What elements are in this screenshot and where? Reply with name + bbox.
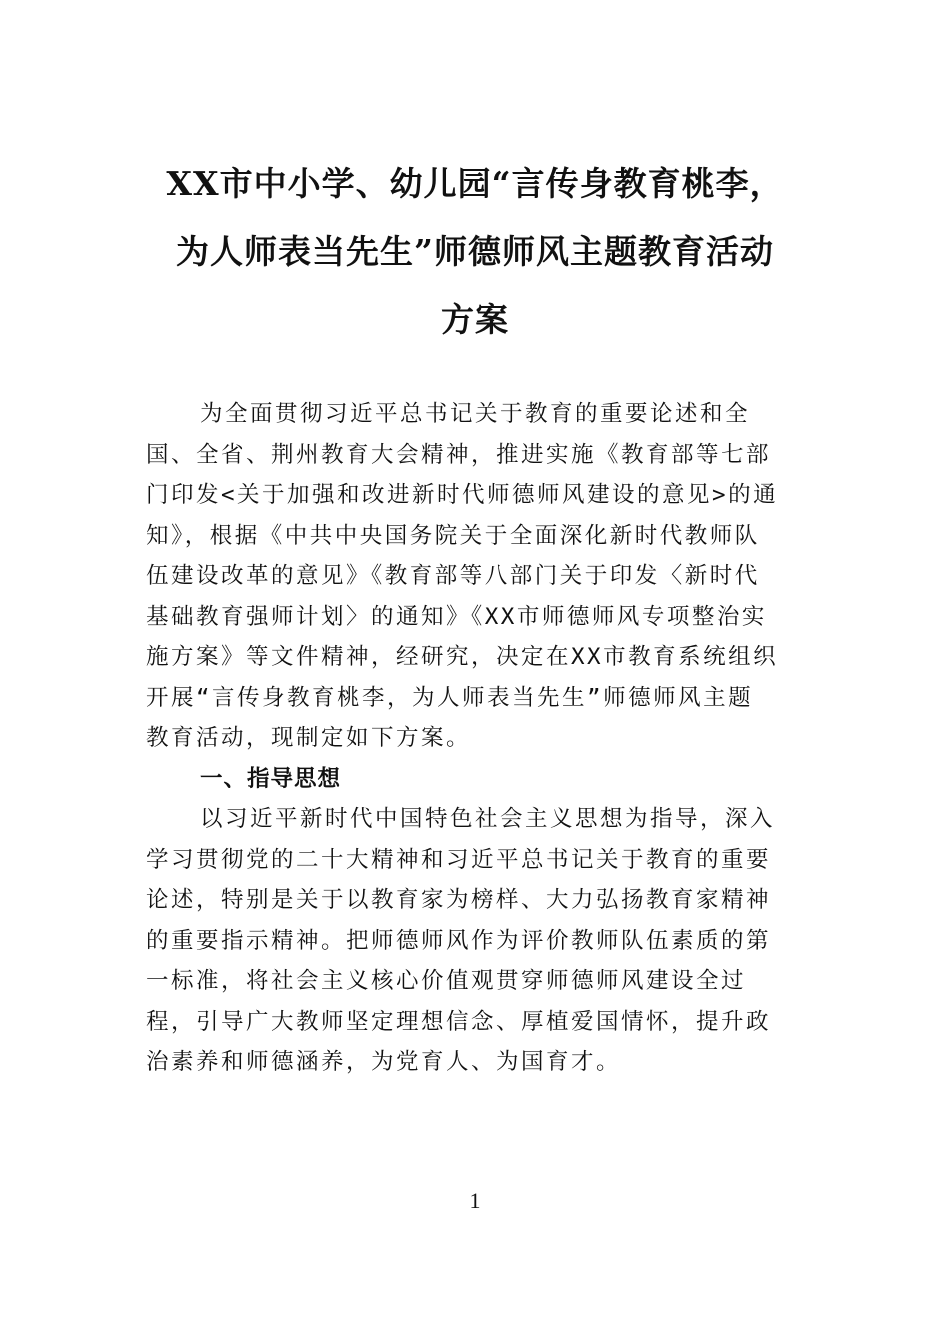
intro-line: 施方案》等文件精神，经研究，决定在XX市教育系统组织 [146, 644, 779, 670]
document-body [146, 394, 796, 1083]
section-line: 程，引导广大教师坚定理想信念、厚植爱国情怀，提升政 [146, 1008, 772, 1035]
section-heading: 一、指导思想 [200, 765, 342, 792]
document-title [120, 150, 830, 354]
intro-line: 知》，根据《中共中央国务院关于全面深化新时代教师队 [146, 522, 760, 549]
title-line: XX市中小学、幼儿园“言传身教育桃李， [166, 164, 784, 203]
section-line: 治素养和师德涵养，为党育人、为国育才。 [146, 1049, 622, 1075]
section-line: 学习贯彻党的二十大精神和习近平总书记关于教育的重要 [146, 846, 772, 873]
page-number: 1 [469, 1188, 481, 1213]
intro-line: 门印发<关于加强和改进新时代师德师风建设的意见>的通 [146, 482, 779, 508]
intro-line: 开展“言传身教育桃李，为人师表当先生”师德师风主题 [146, 684, 754, 711]
section-line: 论述，特别是关于以教育家为榜样、大力弘扬教育家精神 [146, 887, 772, 913]
intro-line: 伍建设改革的意见》《教育部等八部门关于印发〈新时代 [146, 563, 760, 589]
section-line: 的重要指示精神。把师德师风作为评价教师队伍素质的第 [146, 927, 772, 954]
section-line: 以习近平新时代中国特色社会主义思想为指导，深入 [200, 806, 776, 832]
title-line: 为人师表当先生”师德师风主题教育活动 [176, 232, 774, 271]
section-line: 一标准，将社会主义核心价值观贯穿师德师风建设全过 [146, 968, 747, 994]
intro-line: 教育活动，现制定如下方案。 [146, 725, 472, 751]
intro-line: 为全面贯彻习近平总书记关于教育的重要论述和全 [200, 401, 751, 427]
intro-line: 国、全省、荆州教育大会精神，推进实施《教育部等七部 [146, 441, 772, 468]
intro-line: 基础教育强师计划〉的通知》《XX市师德师风专项整治实 [146, 603, 767, 630]
title-line: 方案 [441, 300, 509, 339]
